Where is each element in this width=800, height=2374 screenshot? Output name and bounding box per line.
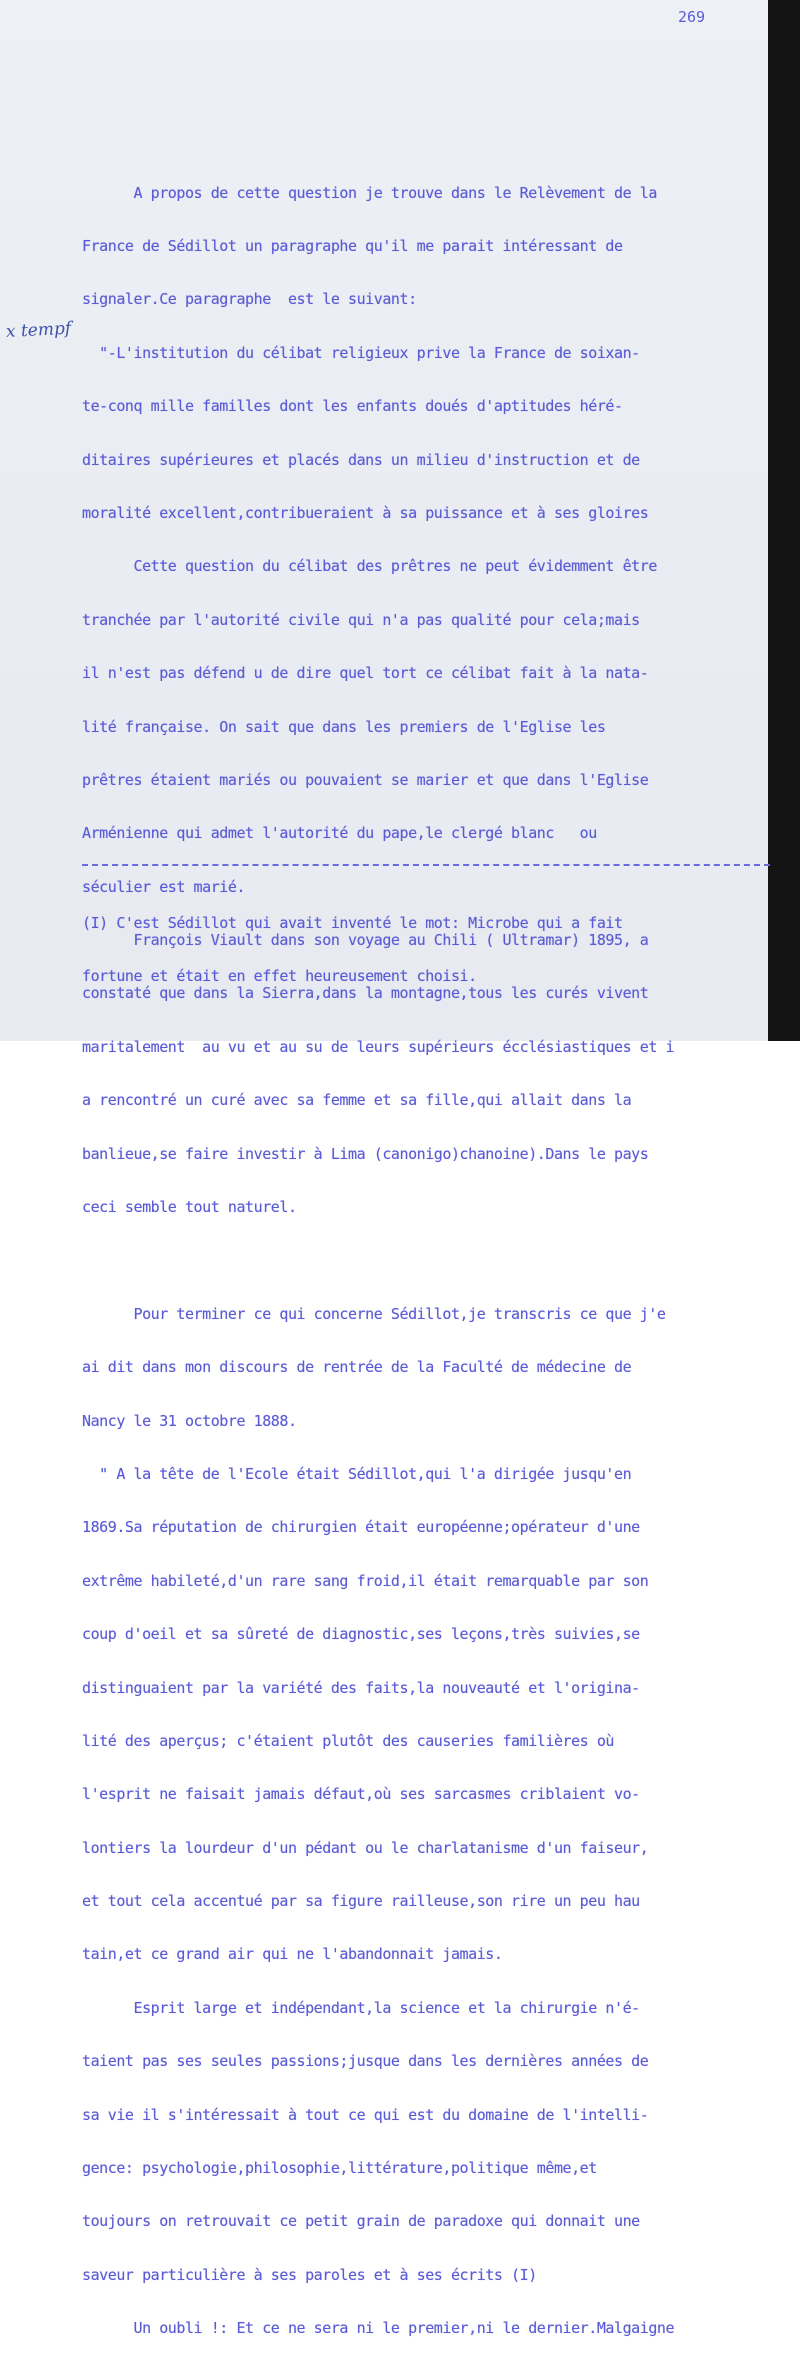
page-number: 269	[678, 8, 706, 26]
text-line: " A la tête de l'Ecole était Sédillot,qui l'a dirigée jusqu'en	[82, 1464, 632, 1483]
text-line: Esprit large et indépendant,la science et la chirurgie n'é-	[82, 1998, 640, 2017]
scan-dark-edge	[768, 0, 800, 1041]
text-line: extrême habileté,d'un rare sang froid,il était remarquable par son	[82, 1571, 649, 1590]
text-line: saveur particulière à ses paroles et à ses écrits (I)	[82, 2265, 537, 2284]
text-line: distinguaient par la variété des faits,la nouveauté et l'origina-	[82, 1678, 640, 1697]
text-line: lité des aperçus; c'étaient plutôt des causeries familières où	[82, 1731, 615, 1750]
text-line: te-conq mille familles dont les enfants doués d'aptitudes héré-	[82, 397, 623, 416]
text-line: ai dit dans mon discours de rentrée de la Faculté de médecine de	[82, 1358, 632, 1377]
text-line: tranchée par l'autorité civile qui n'a pas qualité pour cela;mais	[82, 610, 640, 629]
text-line	[0, 1252, 770, 1270]
text-line: 1869.Sa réputation de chirurgien était européenne;opérateur d'une	[82, 1518, 640, 1537]
footnote-line: fortune et était en effet heureusement choisi.	[82, 966, 477, 985]
text-line: constaté que dans la Sierra,dans la montagne,tous les curés vivent	[82, 984, 649, 1003]
text-line: signaler.Ce paragraphe est le suivant:	[82, 290, 417, 309]
text-line: Arménienne qui admet l'autorité du pape,le clergé blanc ou	[82, 824, 597, 843]
text-line: a rencontré un curé avec sa femme et sa fille,qui allait dans la	[82, 1091, 632, 1110]
text-line: François Viault dans son voyage au Chili ( Ultramar) 1895, a	[82, 931, 649, 950]
text-line: prêtres étaient mariés ou pouvaient se marier et que dans l'Eglise	[82, 770, 649, 789]
text-line: banlieue,se faire investir à Lima (canonigo)chanoine).Dans le pays	[82, 1144, 649, 1163]
text-line: tain,et ce grand air qui ne l'abandonnait jamais.	[82, 1945, 503, 1964]
text-line: taient pas ses seules passions;jusque dans les dernières années de	[82, 2052, 649, 2071]
text-line: ditaires supérieures et placés dans un milieu d'instruction et de	[82, 450, 640, 469]
text-line: sa vie il s'intéressait à tout ce qui est du domaine de l'intelli-	[82, 2105, 649, 2124]
text-line: l'esprit ne faisait jamais défaut,où ses sarcasmes criblaient vo-	[82, 1785, 640, 1804]
text-line: et tout cela accentué par sa figure railleuse,son rire un peu hau	[82, 1892, 640, 1911]
footnote-line: (I) C'est Sédillot qui avait inventé le mot: Microbe qui a fait	[82, 913, 623, 932]
text-line: il n'est pas défend u de dire quel tort ce célibat fait à la nata-	[82, 664, 649, 683]
text-line: lité française. On sait que dans les premiers de l'Eglise les	[82, 717, 606, 736]
text-line: ceci semble tout naturel.	[82, 1198, 297, 1217]
footnote-separator	[82, 864, 770, 866]
body-text	[0, 149, 770, 2374]
text-line: coup d'oeil et sa sûreté de diagnostic,ses leçons,très suivies,se	[82, 1625, 640, 1644]
footnote	[0, 879, 770, 1021]
text-line: toujours on retrouvait ce petit grain de paradoxe qui donnait une	[82, 2212, 640, 2231]
handwritten-margin-note: x tempf	[5, 318, 72, 342]
text-line: Un oubli !: Et ce ne sera ni le premier,ni le dernier.Malgaigne	[82, 2319, 675, 2338]
text-line: Nancy le 31 octobre 1888.	[82, 1411, 297, 1430]
text-line: moralité excellent,contribueraient à sa puissance et à ses gloires	[82, 503, 649, 522]
text-line: gence: psychologie,philosophie,littérature,politique même,et	[82, 2159, 597, 2178]
text-line: Cette question du célibat des prêtres ne peut évidemment être	[82, 557, 657, 576]
text-line: France de Sédillot un paragraphe qu'il me parait intéressant de	[82, 236, 623, 255]
text-line: lontiers la lourdeur d'un pédant ou le charlatanisme d'un faiseur,	[82, 1838, 649, 1857]
text-line: séculier est marié.	[82, 877, 246, 896]
text-line: A propos de cette question je trouve dans le Relèvement de la	[82, 183, 657, 202]
text-line: maritalement au vu et au su de leurs supérieurs écclésiastiques et i	[82, 1037, 675, 1056]
text-line: "-L'institution du célibat religieux prive la France de soixan-	[82, 343, 640, 362]
text-line: Pour terminer ce qui concerne Sédillot,je transcris ce que j'e	[82, 1304, 666, 1323]
